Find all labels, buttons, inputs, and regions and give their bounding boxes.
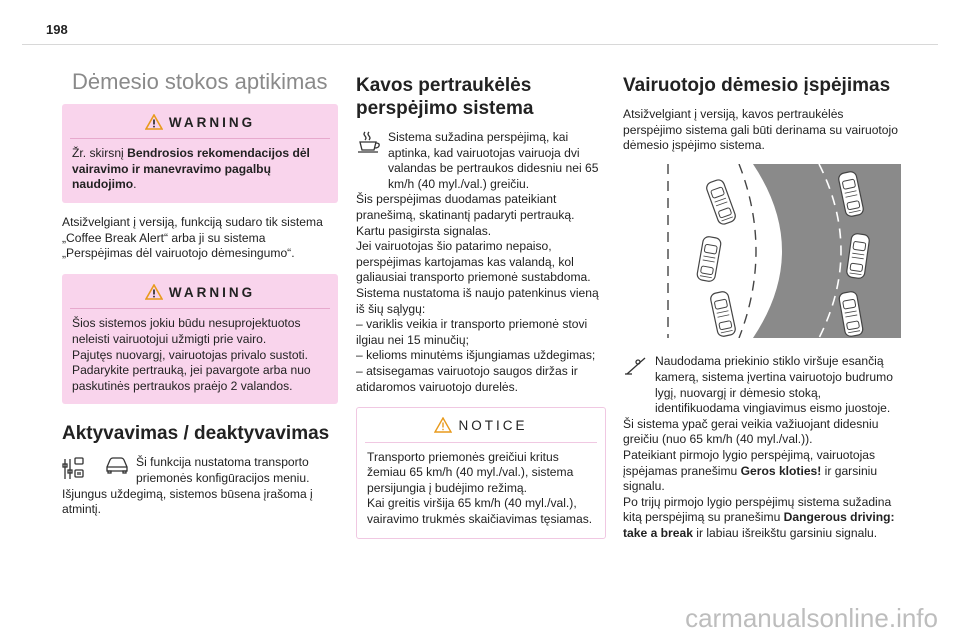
column-3	[623, 74, 901, 542]
warning-text-pre: Žr. skirsnį	[72, 146, 128, 161]
settings-menu-icon	[62, 455, 98, 483]
p4-post: ir garsiniu signalu.	[623, 463, 878, 494]
coffee-paragraph-2: Šis perspėjimas duodamas pateikiant pranešimą, skatinantį padaryti pertrauką. Kartu pasigirsta signalas.	[356, 192, 575, 238]
car-left-3	[710, 290, 737, 337]
warning-text-bold: Bendrosios rekomendacijos dėl vairavimo ir manevravimo pagalbų naudojimo	[72, 146, 310, 192]
warning-box-2	[62, 274, 338, 405]
warning-text-1: Šios sistemos jokiu būdu nesuprojektuotos neleisti vairuotojui užmigti prie vairo.	[72, 316, 301, 346]
config-menu-text: Ši funkcija nustatoma transporto priemonės konfigūracijos meniu.	[136, 455, 310, 485]
column-2	[356, 74, 606, 551]
notice-label: NOTICE	[458, 418, 528, 434]
config-menu-row	[62, 455, 338, 486]
coffee-paragraph-1: Sistema sužadina perspėjimą, kai aptinka, kad vairuotojas vairuoja dvi valandas be pertraukos didesniu nei 65 km/h (40 myl./val.) greičiu.	[388, 130, 599, 191]
coffee-cup-icon	[356, 130, 382, 154]
camera-row	[623, 354, 901, 416]
warning-divider	[70, 308, 330, 309]
memory-text: Išjungus uždegimą, sistemos būsena įrašoma į atmintį.	[62, 486, 313, 517]
warning-text-post: .	[133, 177, 137, 192]
column-1	[62, 69, 338, 518]
activation-heading: Aktyvavimas / deaktyvavimas	[62, 423, 330, 445]
warning-text-2: Pajutęs nuovargį, vairuotojas privalo sustoti. Padarykite pertrauką, jei pavargote arba nuo paskutinės pertraukos praėjo 2 valandos.	[72, 347, 311, 393]
list-item: – atsisegamas vairuotojo saugos diržas ir atidaromos vairuotojo durelės.	[356, 363, 578, 394]
lane-weaving-illustration	[623, 164, 901, 338]
section-title: Dėmesio stokos aptikimas	[72, 69, 328, 94]
warning-triangle-icon	[145, 284, 163, 300]
notice-triangle-icon	[434, 417, 452, 433]
p5-post: ir labiau išreikštu garsiniu signalu.	[692, 525, 878, 540]
watermark: carmanualsonline.info	[685, 603, 938, 633]
p5-bold: Dangerous driving: take a break	[623, 510, 895, 540]
header-divider	[22, 44, 938, 45]
car-left-2	[696, 236, 721, 282]
list-item: – kelioms minutėms išjungiamas uždegimas;	[356, 348, 596, 363]
version-paragraph: Atsižvelgiant į versiją, funkciją sudaro tik sistema „Coffee Break Alert“ arba ji su sistema „Perspėjimas dėl vairuotojo dėmesingumo“.	[62, 214, 323, 261]
p4-pre: Pateikiant pirmojo lygio perspėjimą, vairuotojas įspėjamas pranešimu	[623, 447, 876, 478]
notice-text-2: Kai greitis viršija 65 km/h (40 myl./val.), vairavimo trukmės skaičiavimas tęsiamas.	[367, 496, 593, 527]
car-icon	[104, 455, 130, 475]
notice-divider	[365, 442, 597, 443]
p5-pre: Po trijų pirmojo lygio perspėjimų sistema sužadina kitą perspėjimą su pranešimu	[623, 494, 892, 525]
attention-paragraph-4	[623, 448, 901, 495]
camera-icon	[623, 354, 649, 376]
warning-triangle-icon	[145, 114, 163, 130]
notice-text-1: Transporto priemonės greičiui kritus žemiau 65 km/h (40 myl./val.), sistema persijungia į budėjimo režimą.	[367, 449, 574, 495]
attention-paragraph-2: Naudodama priekinio stiklo viršuje esančią kamerą, sistema įvertina vairuotojo budrumo lygį, nuovargį ir dėmesio stoką, identifikuodama vingiavimus eismo juostoje.	[655, 354, 893, 416]
attention-paragraph-5	[623, 495, 901, 542]
list-item: – variklis veikia ir transporto priemonė stovi ilgiau nei 15 minučių;	[356, 317, 588, 347]
coffee-break-heading: Kavos pertraukėlės perspėjimo sistema	[356, 75, 534, 119]
coffee-paragraph-4: Sistema nustatoma iš naujo patenkinus vieną iš šių sąlygų:	[356, 285, 599, 316]
page-number: 198	[46, 22, 68, 37]
coffee-paragraph-3: Jei vairuotojas šio patarimo nepaiso, perspėjimas kartojamas kas valandą, kol galiausiai transporto priemonė sustabdoma.	[356, 239, 591, 285]
warning-header	[72, 284, 328, 301]
warning-text	[72, 146, 328, 193]
coffee-intro-row	[356, 130, 606, 192]
attention-paragraph-1: Atsižvelgiant į versiją, kavos pertraukėlės perspėjimo sistema gali būti derinama su vairuotojo dėmesio įspėjimo sistema.	[623, 107, 898, 153]
warning-divider	[70, 138, 330, 139]
road-median	[753, 164, 901, 338]
warning-label: WARNING	[168, 284, 256, 300]
driver-attention-heading: Vairuotojo dėmesio įspėjimas	[623, 75, 891, 96]
warning-label: WARNING	[168, 114, 256, 130]
notice-box	[356, 407, 606, 539]
attention-paragraph-3: Ši sistema ypač gerai veikia važiuojant didesniu greičiu (nuo 65 km/h (40 myl./val.)).	[623, 416, 879, 447]
warning-box-1	[62, 104, 338, 203]
warning-header	[72, 114, 328, 131]
notice-header	[367, 417, 595, 434]
car-left-1	[705, 178, 737, 226]
p4-bold: Geros kloties!	[740, 463, 822, 478]
